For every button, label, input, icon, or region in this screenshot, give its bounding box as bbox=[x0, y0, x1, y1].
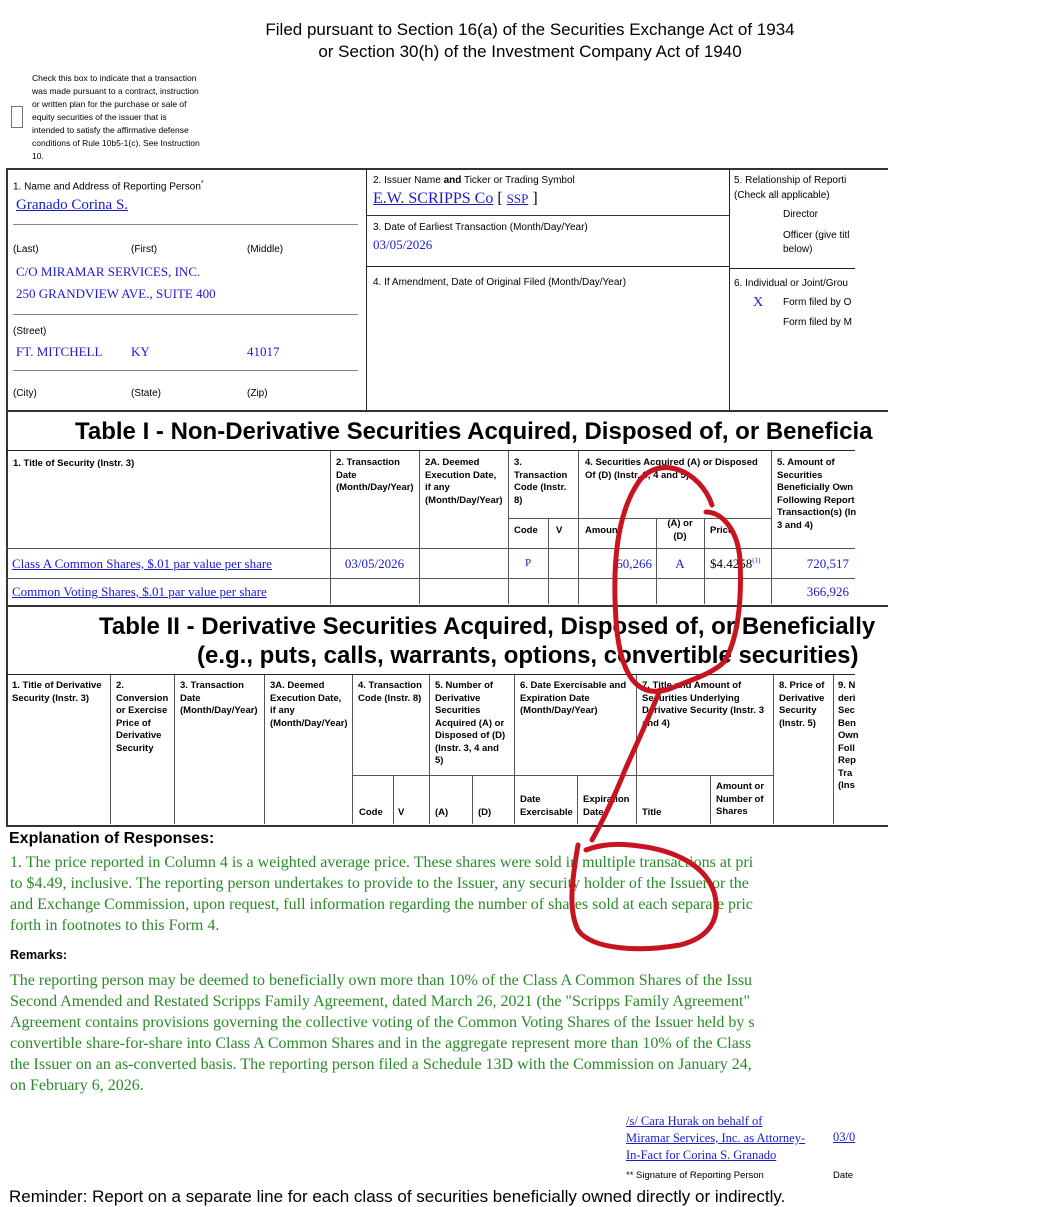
annotation-upper-loop bbox=[615, 468, 741, 692]
remarks-text: The reporting person may be deemed to beneficially own more than 10% of the Class A Common Shares of the Issu Second Amended and Restated Scripps Family Agreement, dated March 26, 2021 (the "Scripps Family Agreement" Agreement contains provisions governing the collective voting of the Common Voting Shares of the Issuer held by s convertible share-for-share into Class A Common Shares and in the aggregate represent more than 10% of the Class the Issuer on an as-converted basis. The reporting person filed a Schedule 13D with the Commission on January 24, on February 6, 2026. bbox=[10, 972, 755, 1094]
table2-title-2: (e.g., puts, calls, warrants, options, convertible securities) bbox=[197, 642, 859, 669]
annotation-lower-loop bbox=[572, 844, 716, 948]
box2-label: 2. Issuer Name and Ticker or Trading Symbol bbox=[373, 175, 575, 186]
state-value: KY bbox=[131, 344, 150, 359]
form-filed-by-one-mark: X bbox=[753, 295, 764, 310]
annotation-connector bbox=[592, 690, 660, 840]
row2-title[interactable]: Common Voting Shares, $.01 par value per share bbox=[12, 584, 267, 599]
date-label: Date bbox=[833, 1170, 854, 1181]
box5-sub: (Check all applicable) bbox=[734, 190, 830, 201]
signature-line-1[interactable]: /s/ Cara Hurak on behalf of bbox=[626, 1114, 763, 1128]
t1-col4-header: 4. Securities Acquired (A) or Disposed Of (D) (Instr. 3, 4 and 5) bbox=[585, 457, 758, 481]
t2-sub-code: Code bbox=[359, 807, 383, 818]
last-label: (Last) bbox=[13, 244, 39, 255]
reporting-person-name-link[interactable]: Granado Corina S. bbox=[16, 197, 129, 213]
middle-label: (Middle) bbox=[247, 244, 284, 255]
state-label: (State) bbox=[131, 388, 162, 399]
street-label: (Street) bbox=[13, 326, 47, 337]
explanation-heading: Explanation of Responses: bbox=[9, 830, 215, 847]
t2-sub-exercisable: Date Exercisable bbox=[520, 794, 573, 818]
t2-sub-expiration: Expiration Date bbox=[583, 794, 630, 818]
t1-col2-header: 2. Transaction Date (Month/Day/Year) bbox=[336, 457, 414, 493]
t2-c6-header: 6. Date Exercisable and Expiration Date (Month/Day/Year) bbox=[520, 680, 627, 716]
reminder-text: Reminder: Report on a separate line for each class of securities beneficially owned directly or indirectly. bbox=[9, 1187, 786, 1206]
t2-sub-amount: Amount or Number of Shares bbox=[716, 781, 765, 817]
row1-owned: 720,517 bbox=[806, 556, 849, 571]
box3-label: 3. Date of Earliest Transaction (Month/Day/Year) bbox=[373, 222, 588, 233]
t1-sub-code: Code bbox=[514, 525, 538, 536]
issuer-name-link[interactable]: E.W. SCRIPPS Co bbox=[373, 190, 494, 207]
header-line-2: or Section 30(h) of the Investment Company Act of 1940 bbox=[318, 42, 742, 61]
t1-col1-header: 1. Title of Security (Instr. 3) bbox=[13, 458, 135, 469]
remarks-heading: Remarks: bbox=[10, 948, 67, 962]
t1-col3-header: 3. Transaction Code (Instr. 8) bbox=[514, 457, 568, 506]
t2-sub-a: (A) bbox=[435, 807, 449, 818]
city-value: FT. MITCHELL bbox=[16, 344, 103, 359]
row1-title[interactable]: Class A Common Shares, $.01 par value per share bbox=[12, 556, 272, 571]
t2-c1-header: 1. Title of Derivative Security (Instr. 3) bbox=[12, 680, 102, 704]
signature-line-2[interactable]: Miramar Services, Inc. as Attorney- bbox=[626, 1131, 806, 1145]
t1-col2a-header: 2A. Deemed Execution Date, if any (Month/Day/Year) bbox=[425, 457, 503, 506]
t2-c2-header: 2. Conversion or Exercise Price of Derivative Security bbox=[116, 680, 169, 754]
earliest-transaction-date: 03/05/2026 bbox=[373, 237, 433, 252]
officer-option-2: below) bbox=[783, 244, 813, 255]
zip-label: (Zip) bbox=[247, 388, 268, 399]
t2-sub-d: (D) bbox=[478, 807, 492, 818]
form-filed-by-one: Form filed by O bbox=[783, 297, 852, 308]
table2-title-1: Table II - Derivative Securities Acquired, Disposed of, or Beneficially bbox=[99, 613, 876, 640]
row1-aod: A bbox=[675, 556, 685, 571]
box5-label: 5. Relationship of Reporti bbox=[734, 175, 847, 186]
address-line-2: 250 GRANDVIEW AVE., SUITE 400 bbox=[16, 286, 216, 301]
row1-price: $4.4258$^{(1)}$ bbox=[710, 556, 761, 571]
signature-line-3[interactable]: In-Fact for Corina S. Granado bbox=[626, 1148, 777, 1162]
form-filed-by-more: Form filed by M bbox=[783, 317, 852, 328]
t2-c9-header: 9. N deri Sec Ben Own Foll Rep Tra (Ins bbox=[838, 680, 859, 791]
issuer-row: E.W. SCRIPPS Co [ SSP ] bbox=[373, 190, 538, 207]
t1-sub-price: Price bbox=[710, 525, 734, 536]
t2-c5-header: 5. Number of Derivative Securities Acquired (A) or Disposed of (D) (Instr. 3, 4 and 5) bbox=[435, 680, 506, 766]
box4-label: 4. If Amendment, Date of Original Filed (Month/Day/Year) bbox=[373, 277, 627, 288]
t2-c3-header: 3. Transaction Date (Month/Day/Year) bbox=[180, 680, 258, 716]
signature-date[interactable]: 03/0 bbox=[833, 1130, 856, 1144]
officer-option: Officer (give titl bbox=[783, 230, 850, 241]
t2-c8-header: 8. Price of Derivative Security (Instr. 5) bbox=[779, 680, 825, 729]
header-line-1: Filed pursuant to Section 16(a) of the Securities Exchange Act of 1934 bbox=[265, 20, 795, 39]
signature-label: ** Signature of Reporting Person bbox=[626, 1170, 764, 1181]
director-option: Director bbox=[783, 209, 819, 220]
t1-sub-amount: Amount bbox=[585, 525, 621, 536]
t1-sub-v: V bbox=[556, 525, 563, 536]
ticker-link[interactable]: SSP bbox=[506, 191, 529, 206]
explanation-text: 1. The price reported in Column 4 is a weighted average price. These shares were sold in multiple transactions at pri to $4.49, inclusive. The reporting person undertakes to provide to the Issuer, any security holder of the Issuer or the and Exchange Commission, upon request, full information regarding the number of shares sold at each separate pric forth in footnotes to this Form 4. bbox=[10, 854, 754, 934]
t2-c4-header: 4. Transaction Code (Instr. 8) bbox=[358, 680, 422, 704]
t2-sub-title: Title bbox=[642, 807, 662, 818]
row2-owned: 366,926 bbox=[806, 584, 849, 599]
t2-sub-v: V bbox=[398, 807, 405, 818]
box1-label: 1. Name and Address of Reporting Person* bbox=[13, 180, 204, 193]
first-label: (First) bbox=[131, 244, 158, 255]
row1-amount: 60,266 bbox=[616, 556, 652, 571]
city-label: (City) bbox=[13, 388, 37, 399]
table1-title: Table I - Non-Derivative Securities Acquired, Disposed of, or Beneficia bbox=[75, 418, 873, 445]
t2-c3a-header: 3A. Deemed Execution Date, if any (Month/Day/Year) bbox=[270, 680, 348, 729]
zip-value: 41017 bbox=[247, 344, 280, 359]
t1-col5-header: 5. Amount of Securities Beneficially Own Following Report Transaction(s) (In 3 and 4) bbox=[777, 457, 857, 531]
checkbox-note: Check this box to indicate that a transaction was made pursuant to a contract, instruction or written plan for the purchase or sale of equity securities of the issuer that is intended to satisfy the affirmative defense conditions of Rule 10b5-1(c). See Instruction 10. bbox=[32, 73, 200, 161]
t2-c7-header: 7. Title and Amount of Securities Underlying Derivative Security (Instr. 3 and 4) bbox=[642, 680, 764, 729]
t1-sub-aod: (A) or (D) bbox=[667, 518, 693, 542]
row1-code: P bbox=[524, 557, 532, 569]
address-line-1: C/O MIRAMAR SERVICES, INC. bbox=[16, 264, 201, 279]
box6-label: 6. Individual or Joint/Grou bbox=[734, 278, 848, 289]
row1-date: 03/05/2026 bbox=[344, 556, 405, 571]
